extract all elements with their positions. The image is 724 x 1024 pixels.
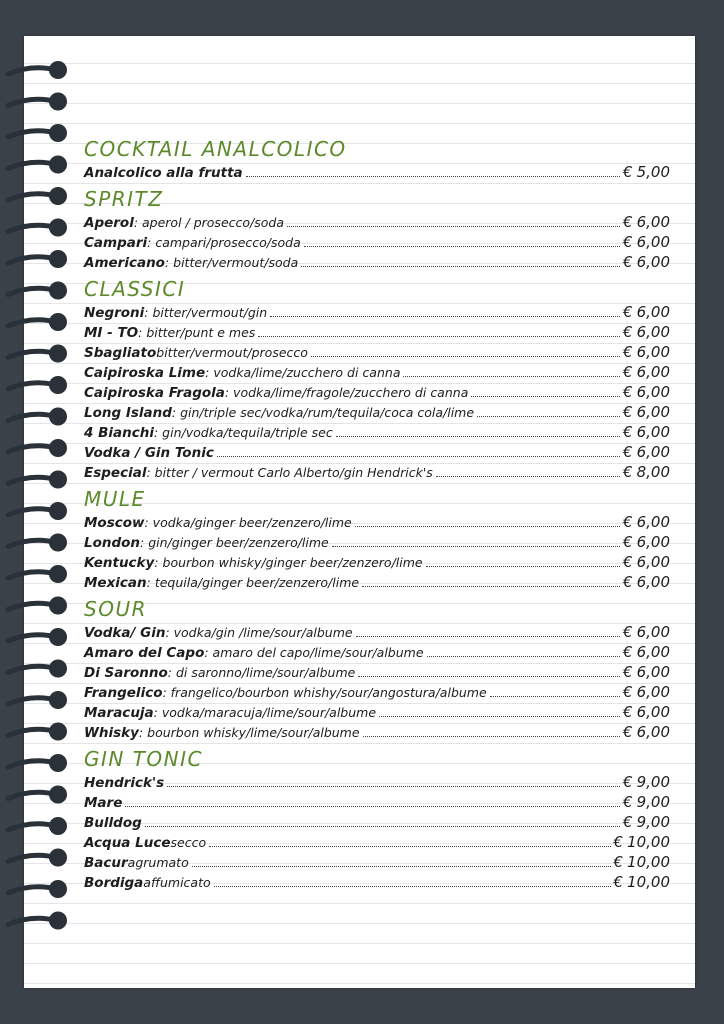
item-price: 10,00 [627,833,670,851]
currency-symbol: € [623,423,633,441]
item-price: 10,00 [627,873,670,891]
binding-hole [49,912,67,930]
item-description: bitter/vermout/prosecco [156,345,308,360]
currency-symbol: € [623,683,633,701]
currency-symbol: € [623,813,633,831]
spiral-ring [8,162,56,168]
dot-leader [145,826,620,827]
menu-item [84,512,670,532]
binding-hole [49,187,67,205]
currency-symbol: € [623,793,633,811]
dot-leader [358,676,620,677]
currency-symbol: € [623,643,633,661]
spiral-ring [8,225,56,231]
item-name: Caipiroska Lime [84,365,206,381]
item-name: Aperol [84,215,134,231]
dot-leader [209,846,610,847]
item-name: Campari [84,235,148,251]
item-name: Mare [84,795,123,811]
currency-symbol: € [623,663,633,681]
item-price: 6,00 [636,323,670,341]
binding-hole [49,124,67,142]
currency-symbol: € [623,773,633,791]
item-description: : bitter / vermout Carlo Alberto/gin Hendrick's [146,465,433,480]
item-price: 6,00 [636,303,670,321]
spiral-ring [8,414,56,420]
menu-item [84,682,670,702]
currency-symbol: € [623,213,633,231]
menu-section [84,486,670,592]
binding-hole [49,471,67,489]
item-name: Sbagliato [84,345,157,361]
binding-hole [49,534,67,552]
item-description: : vodka/lime/zucchero di canna [205,365,401,380]
currency-symbol: € [623,553,633,571]
binding-hole [49,156,67,174]
item-price: 6,00 [636,663,670,681]
menu-item [84,212,670,232]
dot-leader [427,656,621,657]
binding-hole [49,61,67,79]
item-description: : bitter/vermout/soda [164,255,299,270]
item-price: 6,00 [636,573,670,591]
item-price: 6,00 [636,553,670,571]
currency-symbol: € [623,573,633,591]
dot-leader [490,696,620,697]
menu-item [84,552,670,572]
item-description: : di saronno/lime/sour/albume [167,665,356,680]
currency-symbol: € [623,253,633,271]
spiral-ring [8,855,56,861]
item-description: secco [170,835,207,850]
item-name: Analcolico alla frutta [84,165,243,181]
dot-leader [217,456,620,457]
currency-symbol: € [623,383,633,401]
binding-hole [49,313,67,331]
menu-item [84,252,670,272]
binding-hole [49,723,67,741]
currency-symbol: € [623,533,633,551]
currency-symbol: € [623,513,633,531]
spiral-ring [8,729,56,735]
binding-hole [49,786,67,804]
item-name: Americano [84,255,165,271]
currency-symbol: € [623,703,633,721]
menu-item [84,462,670,482]
item-description: : bitter/vermout/gin [144,305,268,320]
spiral-ring [8,446,56,452]
item-price: 6,00 [636,643,670,661]
menu-item [84,832,670,852]
dot-leader [477,416,620,417]
menu-item [84,572,670,592]
spiral-ring [8,666,56,672]
spiral-ring [8,824,56,830]
menu-item [84,702,670,722]
currency-symbol: € [623,403,633,421]
item-name: Moscow [84,515,145,531]
item-description: : gin/ginger beer/zenzero/lime [140,535,329,550]
section-title: SOUR [84,597,147,621]
item-name: Bordiga [84,875,144,891]
menu-item [84,322,670,342]
currency-symbol: € [613,833,624,851]
item-description: : vodka/ginger beer/zenzero/lime [144,515,352,530]
currency-symbol: € [613,853,624,871]
dot-leader [301,266,620,267]
item-description: : bourbon whisky/ginger beer/zenzero/lime [154,555,423,570]
item-price: 9,00 [636,813,670,831]
dot-leader [436,476,620,477]
item-price: 6,00 [636,513,670,531]
menu-item [84,852,670,872]
binding-hole [49,376,67,394]
item-price: 5,00 [636,163,670,181]
dot-leader [356,636,620,637]
item-description: : vodka/maracuja/lime/sour/albume [153,705,377,720]
item-name: Amaro del Capo [84,645,205,661]
dot-leader [379,716,620,717]
dot-leader [125,806,620,807]
currency-symbol: € [623,363,633,381]
binding-hole [49,880,67,898]
binding-hole [49,502,67,520]
dot-leader [167,786,620,787]
currency-symbol: € [623,303,633,321]
menu-item [84,402,670,422]
menu-item [84,342,670,362]
item-price: 9,00 [636,793,670,811]
currency-symbol: € [623,623,633,641]
item-description: : tequila/ginger beer/zenzero/lime [146,575,360,590]
item-description: : aperol / prosecco/soda [133,215,284,230]
item-description: : bourbon whisky/lime/sour/albume [138,725,360,740]
menu-item [84,622,670,642]
spiral-ring [8,194,56,200]
item-name: Especial [84,465,147,481]
item-name: London [84,535,141,551]
dot-leader [214,886,611,887]
item-price: 6,00 [636,683,670,701]
menu-item [84,422,670,442]
currency-symbol: € [623,723,633,741]
item-price: 6,00 [636,253,670,271]
dot-leader [362,586,620,587]
item-name: Whisky [84,725,139,741]
item-name: Vodka / Gin Tonic [84,445,214,461]
binding-hole [49,628,67,646]
binding-hole [49,754,67,772]
menu-item [84,722,670,742]
menu-item [84,532,670,552]
item-price: 6,00 [636,343,670,361]
dot-leader [471,396,620,397]
menu-section [84,596,670,742]
dot-leader [304,246,620,247]
binding-hole [49,250,67,268]
item-name: Maracuja [84,705,154,721]
item-description: : amaro del capo/lime/sour/albume [204,645,424,660]
binding-hole [49,93,67,111]
item-description: : frangelico/bourbon whishy/sour/angostura/albume [162,685,487,700]
spiral-ring [8,540,56,546]
spiral-ring [8,320,56,326]
item-name: Vodka/ Gin [84,625,166,641]
item-price: 6,00 [636,533,670,551]
item-name: Bacur [84,855,128,871]
binding-hole [49,849,67,867]
spiral-ring [8,698,56,704]
item-description: : campari/prosecco/soda [147,235,301,250]
currency-symbol: € [623,443,633,461]
menu-section [84,746,670,892]
spiral-ring [8,257,56,263]
dot-leader [336,436,620,437]
dot-leader [355,526,620,527]
item-price: 6,00 [636,233,670,251]
section-title: GIN TONIC [84,747,203,771]
dot-leader [311,356,620,357]
binding-hole [49,439,67,457]
item-description: agrumato [127,855,189,870]
spiral-ring [8,792,56,798]
spiral-ring [8,887,56,893]
item-name: Bulldog [84,815,142,831]
item-description: : gin/vodka/tequila/triple sec [153,425,333,440]
item-price: 8,00 [636,463,670,481]
spiral-ring [8,99,56,105]
menu-item [84,792,670,812]
section-title: CLASSICI [84,277,186,301]
menu-section [84,136,670,182]
spiral-ring [8,761,56,767]
menu-item [84,362,670,382]
menu-item [84,302,670,322]
section-title: SPRITZ [84,187,164,211]
item-price: 6,00 [636,443,670,461]
item-price: 6,00 [636,383,670,401]
binding-hole [49,282,67,300]
item-price: 6,00 [636,423,670,441]
menu-item [84,382,670,402]
spiral-binding [0,0,80,1024]
binding-hole [49,691,67,709]
menu-item [84,162,670,182]
section-title: COCKTAIL ANALCOLICO [84,137,347,161]
item-price: 6,00 [636,623,670,641]
item-description: : gin/triple sec/vodka/rum/tequila/coca cola/lime [171,405,475,420]
item-price: 6,00 [636,723,670,741]
spiral-ring [8,635,56,641]
dot-leader [403,376,620,377]
item-name: Mexican [84,575,147,591]
currency-symbol: € [623,233,633,251]
spiral-ring [8,68,56,74]
dot-leader [287,226,620,227]
binding-hole [49,597,67,615]
item-name: Acqua Luce [84,835,171,851]
item-name: Long Island [84,405,172,421]
item-price: 6,00 [636,363,670,381]
currency-symbol: € [623,323,633,341]
item-price: 6,00 [636,403,670,421]
item-description: affumicato [143,875,211,890]
binding-hole [49,408,67,426]
dot-leader [192,866,611,867]
item-description: : bitter/punt e mes [138,325,256,340]
spiral-ring [8,918,56,924]
menu-item [84,662,670,682]
item-name: Hendrick's [84,775,165,791]
menu-item [84,442,670,462]
item-price: 6,00 [636,213,670,231]
dot-leader [258,336,620,337]
item-name: Negroni [84,305,145,321]
dot-leader [270,316,620,317]
binding-hole [49,219,67,237]
menu-item [84,232,670,252]
item-name: 4 Bianchi [84,425,154,441]
item-description: : vodka/lime/fragole/zucchero di canna [224,385,469,400]
binding-hole [49,660,67,678]
drinks-menu [84,132,670,892]
spiral-ring [8,288,56,294]
menu-section [84,186,670,272]
spiral-ring [8,383,56,389]
item-description: : vodka/gin /lime/sour/albume [165,625,353,640]
item-name: Di Saronno [84,665,168,681]
currency-symbol: € [623,343,633,361]
spiral-ring [8,509,56,515]
binding-hole [49,345,67,363]
spiral-ring [8,477,56,483]
dot-leader [332,546,620,547]
item-name: Caipiroska Fragola [84,385,225,401]
section-title: MULE [84,487,146,511]
dot-leader [363,736,620,737]
item-name: Kentucky [84,555,155,571]
item-price: 9,00 [636,773,670,791]
menu-item [84,812,670,832]
menu-item [84,642,670,662]
menu-item [84,872,670,892]
dot-leader [426,566,620,567]
item-name: MI - TO [84,325,139,341]
spiral-ring [8,572,56,578]
item-price: 10,00 [627,853,670,871]
item-name: Frangelico [84,685,163,701]
menu-item [84,772,670,792]
currency-symbol: € [623,463,633,481]
binding-hole [49,565,67,583]
binding-hole [49,817,67,835]
menu-section [84,276,670,482]
spiral-ring [8,351,56,357]
spiral-ring [8,603,56,609]
currency-symbol: € [623,163,633,181]
dot-leader [246,176,620,177]
spiral-ring [8,131,56,137]
currency-symbol: € [613,873,624,891]
item-price: 6,00 [636,703,670,721]
